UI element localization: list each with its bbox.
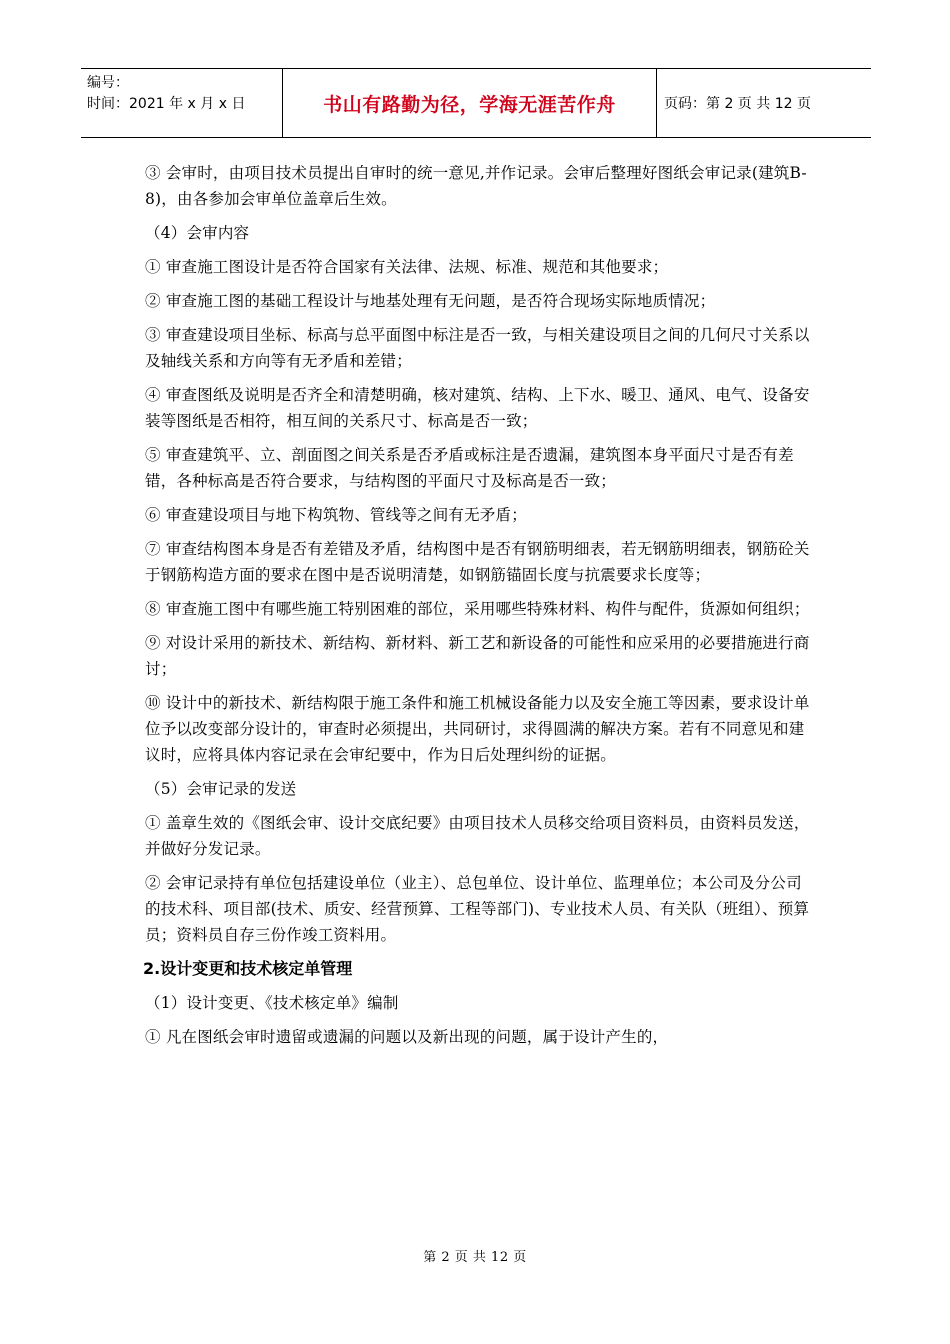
paragraph: ⑧ 审查施工图中有哪些施工特别困难的部位，采用哪些特殊材料、构件与配件，货源如何组织；	[145, 600, 810, 618]
section-subheading: （4）会审内容	[145, 224, 250, 242]
section-subheading: （5）会审记录的发送	[145, 780, 297, 798]
paragraph: ③ 审查建设项目坐标、标高与总平面图中标注是否一致，与相关建设项目之间的几何尺寸关系以及轴线关系和方向等有无矛盾和差错；	[145, 326, 810, 370]
footer-page-number: 第 2 页 共 12 页	[423, 1250, 527, 1265]
paragraph: ⑨ 对设计采用的新技术、新结构、新材料、新工艺和新设备的可能性和应采用的必要措施进行商讨；	[145, 634, 810, 678]
header-page-info-cell	[657, 69, 871, 137]
paragraph: ⑦ 审查结构图本身是否有差错及矛盾，结构图中是否有钢筋明细表，若无钢筋明细表，钢筋砼关于钢筋构造方面的要求在图中是否说明清楚，如钢筋锚固长度与抗震要求长度等；	[145, 540, 810, 584]
paragraph: ① 凡在图纸会审时遗留或遗漏的问题以及新出现的问题，属于设计产生的，	[145, 1028, 669, 1046]
paragraph: ① 盖章生效的《图纸会审、设计交底纪要》由项目技术人员移交给项目资料员，由资料员发送，并做好分发记录。	[145, 814, 810, 858]
paragraph: ⑩ 设计中的新技术、新结构限于施工条件和施工机械设备能力以及安全施工等因素，要求设计单位予以改变部分设计的，审查时必须提出，共同研讨，求得圆满的解决方案。若有不同意见和建议时，应将具体内容记录在会审纪要中，作为日后处理纠纷的证据。	[145, 694, 810, 764]
page-header	[81, 68, 871, 138]
paragraph: ④ 审查图纸及说明是否齐全和清楚明确，核对建筑、结构、上下水、暖卫、通风、电气、设备安装等图纸是否相符，相互间的关系尺寸、标高是否一致；	[145, 386, 810, 430]
paragraph: ② 审查施工图的基础工程设计与地基处理有无问题，是否符合现场实际地质情况；	[145, 292, 716, 310]
paragraph: ③ 会审时，由项目技术员提出自审时的统一意见,并作记录。会审后整理好图纸会审记录(建筑B-8)，由各参加会审单位盖章后生效。	[145, 164, 807, 208]
document-body	[145, 160, 815, 1058]
header-motto: 书山有路勤为径，学海无涯苦作舟	[323, 93, 616, 116]
section-subheading: （1）设计变更、《技术核定单》编制	[145, 994, 399, 1012]
header-page-info: 页码：第 2 页 共 12 页	[664, 96, 811, 112]
document-number-label: 编号：	[87, 75, 129, 91]
paragraph: ⑤ 审查建筑平、立、剖面图之间关系是否矛盾或标注是否遗漏，建筑图本身平面尺寸是否有差错，各种标高是否符合要求，与结构图的平面尺寸及标高是否一致；	[145, 446, 794, 490]
header-motto-cell	[283, 69, 657, 137]
paragraph: ⑥ 审查建设项目与地下构筑物、管线等之间有无矛盾；	[145, 506, 527, 524]
paragraph: ① 审查施工图设计是否符合国家有关法律、法规、标准、规范和其他要求；	[145, 258, 669, 276]
section-heading: 2.设计变更和技术核定单管理	[143, 959, 353, 978]
paragraph: ② 会审记录持有单位包括建设单位（业主）、总包单位、设计单位、监理单位；本公司及分公司的技术科、项目部(技术、质安、经营预算、工程等部门)、专业技术人员、有关队（班组）、预算员；资料员自存三份作竣工资料用。	[145, 874, 810, 944]
header-meta	[81, 69, 283, 137]
page-footer	[0, 1246, 950, 1265]
document-date: 时间：2021 年 x 月 x 日	[87, 96, 246, 112]
